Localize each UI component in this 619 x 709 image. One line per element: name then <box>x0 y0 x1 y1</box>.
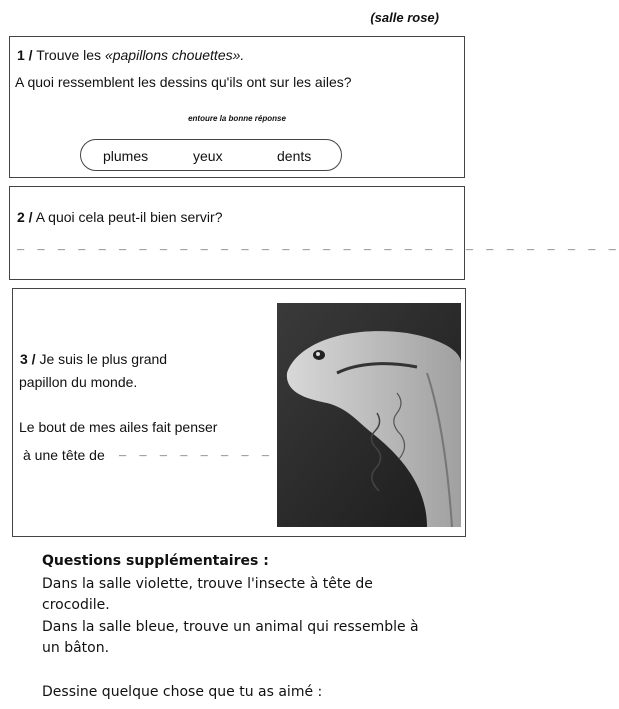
question-1-number: 1 / <box>17 47 33 63</box>
question-3-answer-line[interactable]: _ _ _ _ _ _ _ _ <box>119 445 273 459</box>
question-3-line-2: papillon du monde. <box>19 374 138 390</box>
question-1-line-2: A quoi ressemblent les dessins qu'ils ont sur les ailes? <box>15 74 352 90</box>
question-3-text-1: Je suis le plus grand <box>39 351 168 367</box>
answer-option-plumes[interactable]: plumes <box>103 148 149 164</box>
answer-option-yeux[interactable]: yeux <box>193 148 223 164</box>
question-3-line-4: à une tête de <box>23 447 105 463</box>
question-1-text: Trouve les <box>36 47 105 63</box>
answer-choices <box>80 139 342 171</box>
extra-line-5: Dessine quelque chose que tu as aimé : <box>42 684 323 700</box>
extra-line-3: Dans la salle bleue, trouve un animal qui ressemble à <box>42 619 419 635</box>
question-3-number: 3 / <box>20 351 36 367</box>
question-1-instruction: entoure la bonne réponse <box>188 114 286 123</box>
question-2-answer-line[interactable]: _ _ _ _ _ _ _ _ _ _ _ _ _ _ _ _ _ _ _ _ _ _ _ _ _ _ _ _ _ _ <box>17 239 619 253</box>
question-3-line-3: Le bout de mes ailes fait penser <box>19 419 218 435</box>
question-1-italic: «papillons chouettes». <box>104 47 245 63</box>
extra-questions-title: Questions supplémentaires : <box>42 553 269 569</box>
question-3-box <box>12 288 466 537</box>
answer-option-dents[interactable]: dents <box>277 148 312 164</box>
question-2-text: A quoi cela peut-il bien servir? <box>35 209 223 225</box>
question-2-box <box>9 186 619 280</box>
butterfly-wing-photo <box>277 303 461 527</box>
question-3-line-1 <box>20 351 167 367</box>
extra-line-4: un bâton. <box>42 640 110 656</box>
room-label: (salle rose) <box>370 10 439 25</box>
extra-line-1: Dans la salle violette, trouve l'insecte à tête de <box>42 576 373 592</box>
question-2-line <box>17 209 222 225</box>
extra-line-2: crocodile. <box>42 597 110 613</box>
question-1-line-1 <box>17 47 244 63</box>
snake-head-wing-image <box>277 303 461 527</box>
question-1-box <box>9 36 465 178</box>
question-2-number: 2 / <box>17 209 33 225</box>
